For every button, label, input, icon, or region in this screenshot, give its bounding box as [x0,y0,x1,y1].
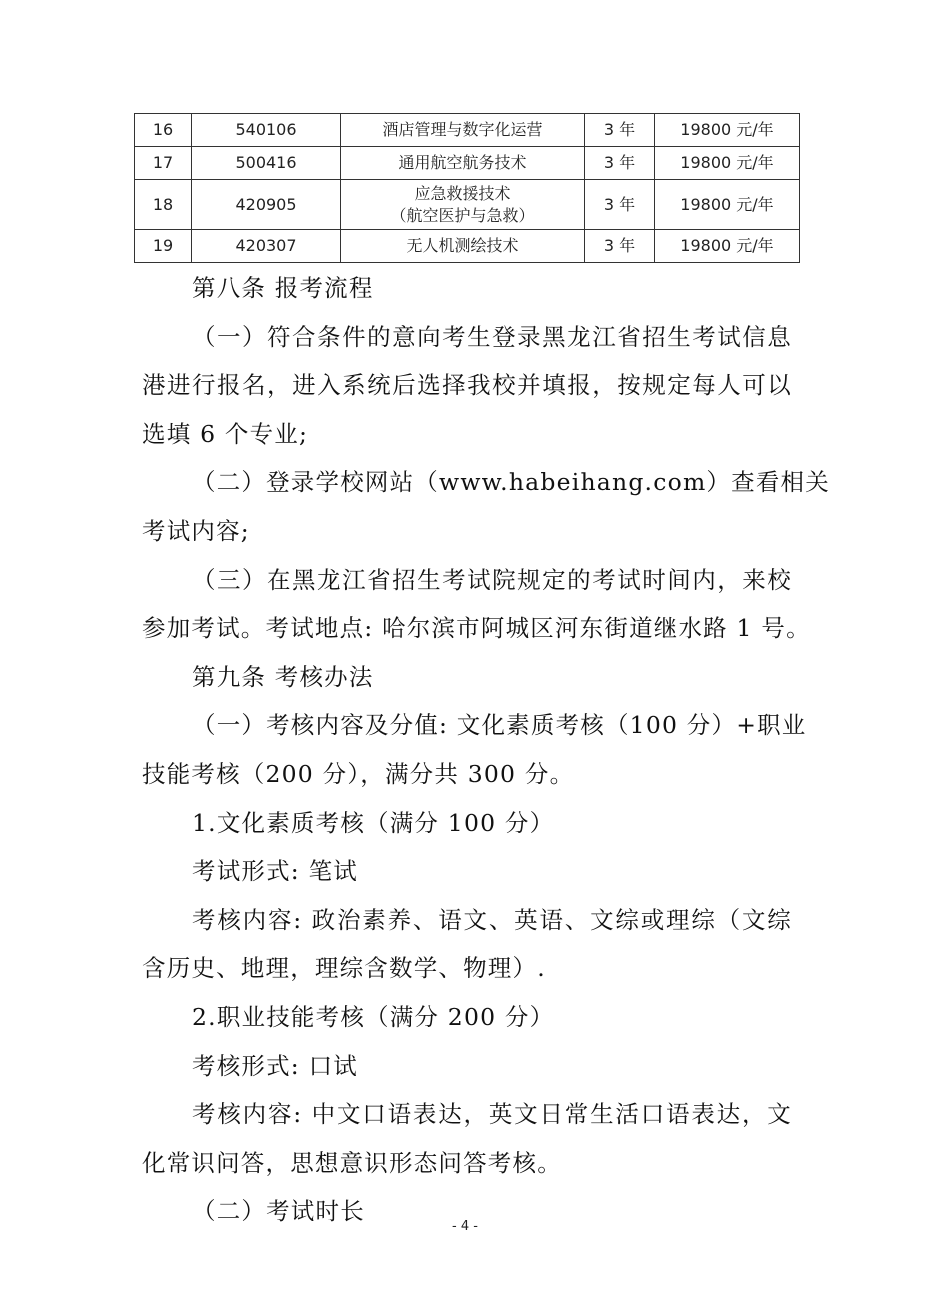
text-line: 考试形式: 笔试 [192,857,358,886]
paragraph [142,896,792,993]
text-line: （二）考试时长 [192,1197,365,1226]
text-line: 技能考核（200 分），满分共 300 分。 [142,759,575,788]
text-line: （三）在黑龙江省招生考试院规定的考试时间内，来校 [192,565,792,594]
text-line: （二）登录学校网站（www.habeihang.com）查看相关 [192,468,830,497]
major-name [341,180,585,230]
text-line: （一）符合条件的意向考生登录黑龙江省招生考试信息 [192,322,792,351]
text-line: 参加考试。考试地点: 哈尔滨市阿城区河东街道继水路 1 号。 [142,614,811,643]
text-line: 含历史、地理，理综含数学、物理）. [142,954,546,983]
table-row [135,230,800,263]
study-duration: 3 年 [585,180,655,230]
paragraph [142,1042,792,1091]
table-row [135,180,800,230]
majors-table [134,113,800,263]
major-name-text: 通用航空航务技术 [398,153,527,172]
major-code: 420905 [192,180,341,230]
row-number: 18 [135,180,192,230]
text-line: 考试内容; [142,516,250,545]
major-name [341,230,585,263]
major-name [341,114,585,147]
paragraph [142,458,830,555]
major-name-text: 无人机测绘技术 [406,236,519,255]
study-duration: 3 年 [585,230,655,263]
major-name [341,147,585,180]
row-number: 17 [135,147,192,180]
study-duration: 3 年 [585,147,655,180]
major-name-text: 酒店管理与数字化运营 [382,120,543,139]
text-line: 2.职业技能考核（满分 200 分） [192,1002,555,1031]
paragraph [142,847,792,896]
study-duration: 3 年 [585,114,655,147]
tuition-fee: 19800 元/年 [655,147,800,180]
paragraph [142,313,792,459]
row-number: 16 [135,114,192,147]
document-body [142,264,830,1236]
table-row [135,114,800,147]
text-line: 考核内容: 中文口语表达，英文日常生活口语表达，文 [192,1100,792,1129]
page-number: - 4 - [452,1219,478,1234]
paragraph [142,556,811,653]
text-line: 考核内容: 政治素养、语文、英语、文综或理综（文综 [192,905,792,934]
paragraph [142,993,792,1042]
major-name-text: 应急救援技术 [414,183,511,203]
text-line: 第八条 报考流程 [192,274,374,302]
major-code: 500416 [192,147,341,180]
row-number: 19 [135,230,192,263]
major-name-subtitle: （航空医护与急救） [390,205,535,225]
text-line: 选填 6 个专业; [142,419,309,448]
paragraph [142,799,792,848]
major-code: 420307 [192,230,341,263]
tuition-fee: 19800 元/年 [655,230,800,263]
text-line: 港进行报名，进入系统后选择我校并填报，按规定每人可以 [142,371,792,400]
text-line: 1.文化素质考核（满分 100 分） [192,808,555,837]
tuition-fee: 19800 元/年 [655,180,800,230]
paragraph [142,701,807,798]
text-line: 考核形式: 口试 [192,1051,358,1080]
paragraph [142,653,792,702]
paragraph [142,264,792,313]
major-code: 540106 [192,114,341,147]
tuition-fee: 19800 元/年 [655,114,800,147]
table-row [135,147,800,180]
text-line: 第九条 考核办法 [192,662,374,691]
text-line: 化常识问答，思想意识形态问答考核。 [142,1148,562,1177]
text-line: （一）考核内容及分值: 文化素质考核（100 分）+职业 [192,711,807,740]
paragraph [142,1090,792,1187]
